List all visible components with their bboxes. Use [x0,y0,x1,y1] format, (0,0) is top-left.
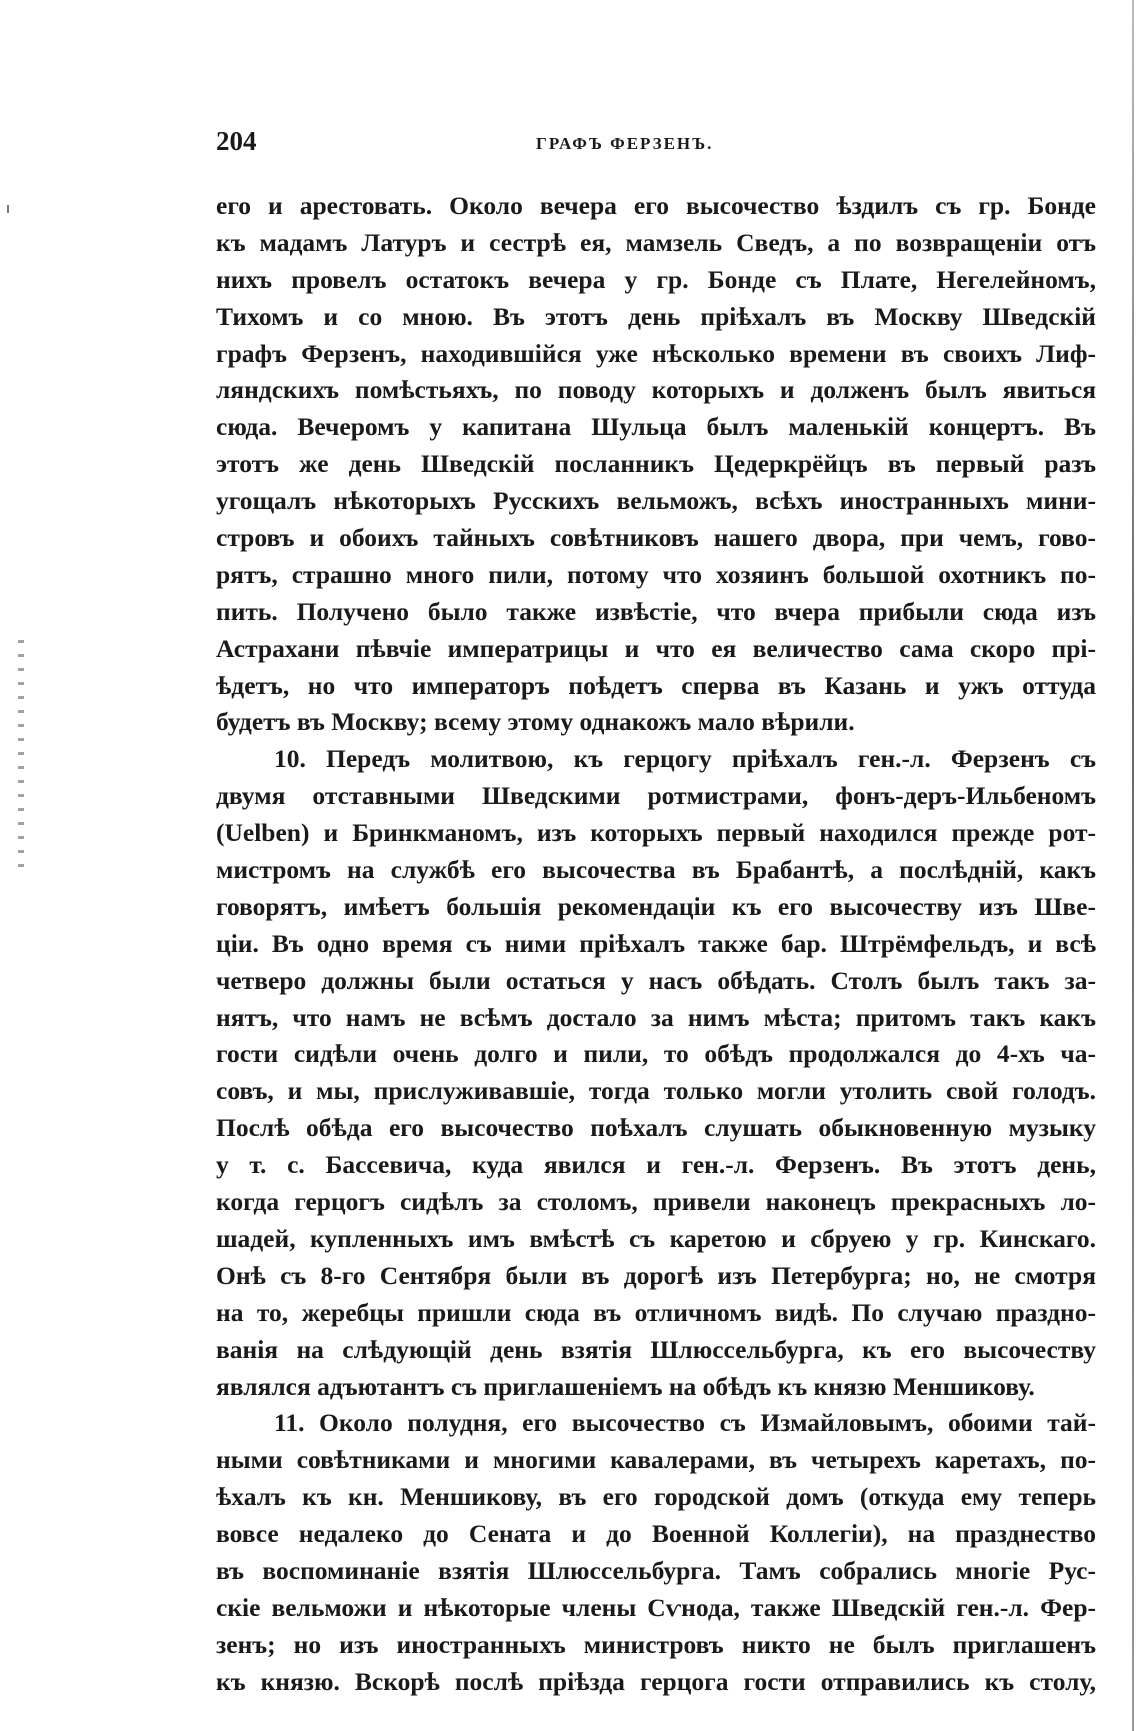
text-line: угощалъ нѣкоторыхъ Русскихъ вельможъ, всѣхъ иностранныхъ мини- [216,486,1096,516]
text-line: когда герцогъ сидѣлъ за столомъ, привели наконецъ прекрасныхъ ло- [216,1187,1096,1217]
running-head: ГРАФЪ ФЕРЗЕНЪ. [536,134,714,153]
body-text [216,188,1096,1701]
text-line: стровъ и обоихъ тайныхъ совѣтниковъ нашего двора, при чемъ, гово- [216,523,1096,553]
text-line: гости сидѣли очень долго и пили, то обѣдъ продолжался до 4-хъ ча- [216,1039,1096,1069]
text-line: пить. Получено было также извѣстіе, что вчера прибыли сюда изъ [216,596,1096,626]
page-edge-shadow [1132,0,1134,1731]
text-line: зенъ; но изъ иностранныхъ министровъ никто не былъ приглашенъ [216,1629,1096,1659]
text-line: совъ, и мы, прислуживавшіе, тогда только могли утолить свой голодъ. [216,1076,1096,1106]
text-line: его и арестовать. Около вечера его высочество ѣздилъ съ гр. Бонде [216,191,1096,220]
text-line: Тихомъ и со мною. Въ этотъ день пріѣхалъ въ Москву Шведскій [216,301,1096,331]
text-line: нихъ провелъ остатокъ вечера у гр. Бонде съ Плате, Негелейномъ, [216,264,1096,294]
text-line: Послѣ обѣда его высочество поѣхалъ слушать обыкновенную музыку [216,1113,1096,1143]
text-line: скіе вельможи и нѣкоторые члены Сѵнода, также Шведскій ген.-л. Фер- [216,1592,1096,1622]
text-line: говорятъ, имѣетъ большія рекомендаціи къ его высочеству изъ Шве- [216,891,1096,921]
scan-margin-dots [18,640,24,870]
text-line: къ мадамъ Латуръ и сестрѣ ея, мамзель Сведъ, а по возвращеніи отъ [216,227,1096,257]
text-line: вовсе недалеко до Сената и до Военной Коллегіи), на празднество [216,1519,1096,1549]
text-line: рятъ, страшно много пили, потому что хозяинъ большой охотникъ по- [216,559,1096,589]
page-number: 204 [216,126,257,156]
text-line: нятъ, что намъ не всѣмъ достало за нимъ мѣста; притомъ такъ какъ [216,1002,1096,1032]
page-header [216,126,1096,166]
scan-artifact-mark [7,205,9,213]
text-line: ѣхалъ къ кн. Меншикову, въ его городской домъ (откуда ему теперь [216,1482,1096,1512]
text-line: Астрахани пѣвчіе императрицы и что ея величество сама скоро прі- [216,633,1096,663]
text-line: будетъ въ Москву; всему этому однакожъ мало вѣрили. [216,707,855,737]
text-line: въ воспоминаніе взятія Шлюссельбурга. Тамъ собрались многіе Рус- [216,1555,1096,1585]
text-line: 10. Передъ молитвою, къ герцогу пріѣхалъ ген.-л. Ферзенъ съ [274,744,1096,774]
text-line: ванія на слѣдующій день взятія Шлюссельбурга, къ его высочеству [216,1334,1096,1364]
text-line: являлся адъютантъ съ приглашеніемъ на обѣдъ къ князю Меншикову. [216,1371,1035,1401]
text-line: шадей, купленныхъ имъ вмѣстѣ съ каретою и сбруею у гр. Кинскаго. [216,1223,1096,1253]
text-line: сюда. Вечеромъ у капитана Шульца былъ маленькій концертъ. Въ [216,412,1096,442]
text-line: ѣдетъ, но что императоръ поѣдетъ сперва въ Казань и ужъ оттуда [216,670,1096,700]
text-line: (Uelben) и Бринкманомъ, изъ которыхъ первый находился прежде рот- [216,818,1096,848]
text-line: ціи. Въ одно время съ ними пріѣхалъ также бар. Штрёмфельдъ, и всѣ [216,928,1096,958]
text-line: къ князю. Вскорѣ послѣ пріѣзда герцога гости отправились къ столу, [216,1666,1096,1696]
text-line: у т. с. Бассевича, куда явился и ген.-л. Ферзенъ. Въ этотъ день, [216,1150,1096,1180]
text-line: графъ Ферзенъ, находившійся уже нѣсколько времени въ своихъ Лиф- [216,338,1096,368]
text-line: этотъ же день Шведскій посланникъ Цедеркрёйцъ въ первый разъ [216,449,1096,479]
text-line: на то, жеребцы пришли сюда въ отличномъ видѣ. По случаю праздно- [216,1297,1096,1327]
text-line: ными совѣтниками и многими кавалерами, въ четырехъ каретахъ, по- [216,1445,1096,1475]
text-line: Онѣ съ 8-го Сентября были въ дорогѣ изъ Петербурга; но, не смотря [216,1260,1096,1290]
text-line: ляндскихъ помѣстьяхъ, по поводу которыхъ и долженъ былъ явиться [216,375,1096,405]
text-line: мистромъ на службѣ его высочества въ Брабантѣ, а послѣдній, какъ [216,855,1096,885]
text-line: двумя отставными Шведскими ротмистрами, фонъ-деръ-Ильбеномъ [216,781,1096,811]
text-line: четверо должны были остаться у насъ обѣдать. Столъ былъ такъ за- [216,965,1096,995]
text-line: 11. Около полудня, его высочество съ Измайловымъ, обоими тай- [274,1408,1096,1438]
